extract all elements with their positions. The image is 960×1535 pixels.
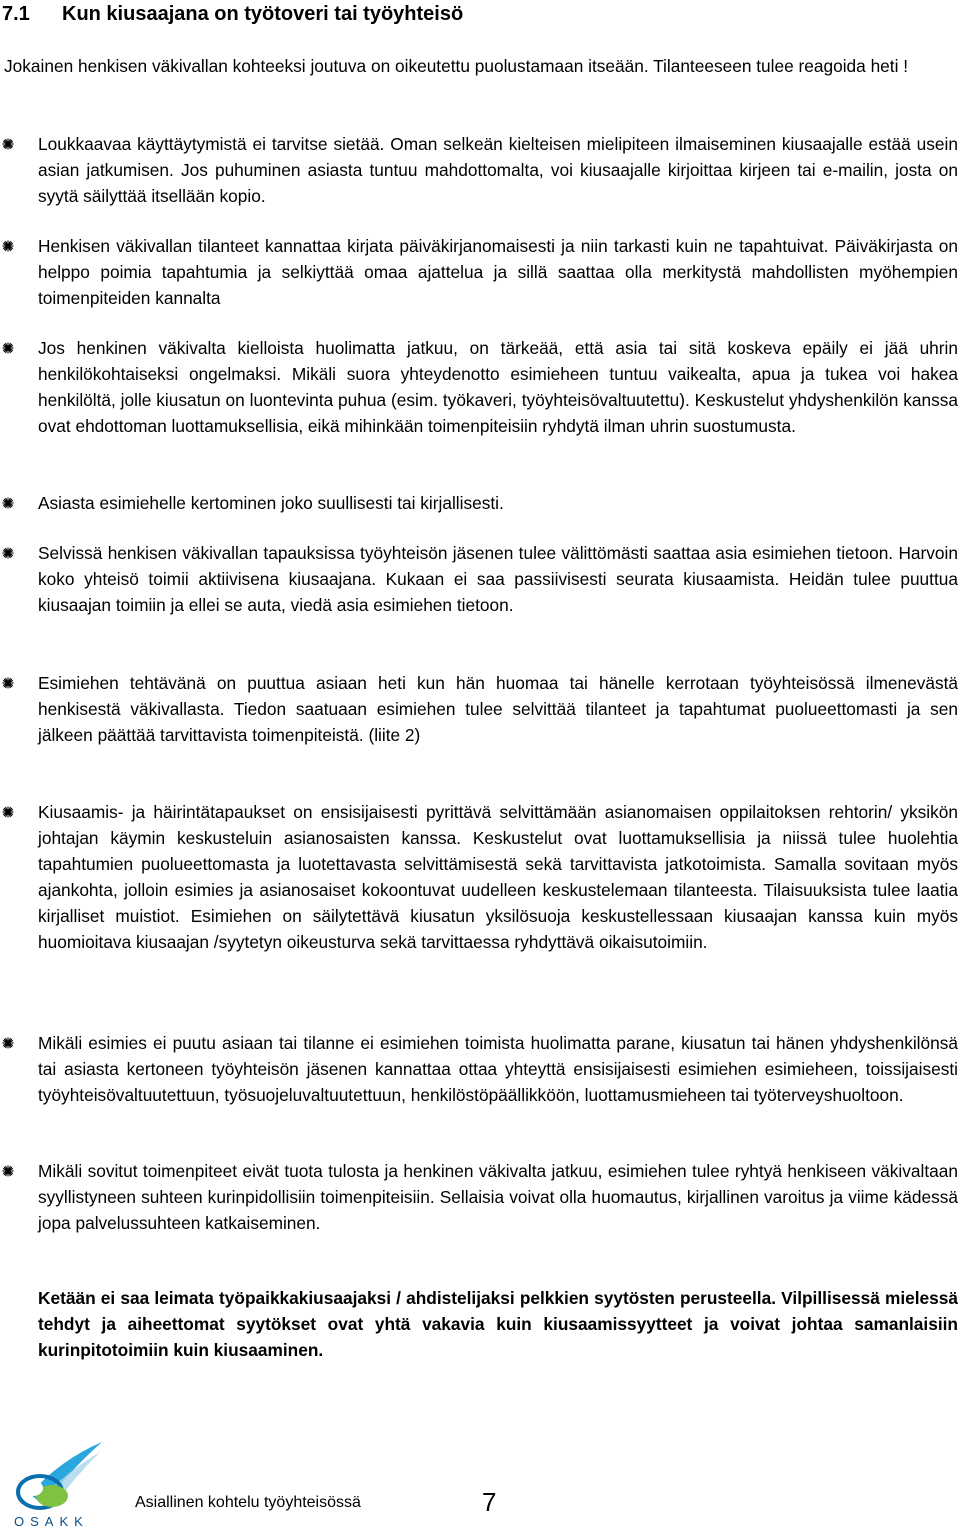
- osakk-logo: [0, 1438, 110, 1530]
- bullet-item-3: [38, 335, 958, 439]
- footer-document-title: Asiallinen kohtelu työyhteisössä: [135, 1494, 361, 1511]
- bullet-item-4: [38, 490, 958, 516]
- bullet-item-2: [38, 233, 958, 311]
- bullet-text: Henkisen väkivallan tilanteet kannattaa kirjata päiväkirjanomaisesti ja niin tarkasti kuin ne tapahtuivat. Päiväkirjasta on helppo poimia tapahtumia ja selkiyttää omaa ajattelua ja sillä saattaa olla merkitystä mahdollisten myöhempien toimenpiteiden kannalta: [38, 236, 958, 308]
- bold-conclusion-paragraph: Ketään ei saa leimata työpaikkakiusaajaksi / ahdistelijaksi pelkkien syytösten perusteella. Vilpillisessä mielessä tehdyt ja aiheettomat syytökset ovat yhtä vakavia kuin kiusaamissyytteet ja voivat johtaa samanlaisiin kurinpitotoimiin kuin kiusaaminen.: [38, 1288, 958, 1360]
- footer-page-number: 7: [482, 1487, 497, 1517]
- osakk-logo-text: OSAKK: [14, 1514, 89, 1529]
- bullet-text: Loukkaavaa käyttäytymistä ei tarvitse sietää. Oman selkeän kielteisen mielipiteen ilmaiseminen kiusaajalle estää usein asian jatkumisen. Jos puhuminen asiasta tuntuu mahdottomalta, voi kiusaajalle kirjoittaa kirjeen tai e-mailin, josta on syytä säilyttää itsellään kopio.: [38, 134, 958, 206]
- bullet-text: Mikäli sovitut toimenpiteet eivät tuota tulosta ja henkinen väkivalta jatkuu, esimiehen tulee ryhtyä henkiseen väkivaltaan syyllistyneen suhteen kurinpidollisiin toimenpiteisiin. Sellaisia voivat olla huomautus, kirjallinen varoitus ja viime kädessä jopa palvelussuhteen katkaiseminen.: [38, 1161, 958, 1233]
- bullet-item-5: [38, 540, 958, 618]
- asterisk-bullet-icon: [2, 138, 14, 150]
- asterisk-bullet-icon: [2, 806, 14, 818]
- bullet-text: Selvissä henkisen väkivallan tapauksissa työyhteisön jäsenen tulee välittömästi saattaa asia esimiehen tietoon. Harvoin koko yhteisö toimii aktiivisena kiusaajana. Kukaan ei saa passiivisesti seurata kiusaamista. Heidän tulee puuttua kiusaajan toimiin ja ellei se auta, viedä asia esimiehen tietoon.: [38, 543, 958, 615]
- asterisk-bullet-icon: [2, 547, 14, 559]
- intro-paragraph: Jokainen henkisen väkivallan kohteeksi joutuva on oikeutettu puolustamaan itseään. Tilanteeseen tulee reagoida heti !: [4, 56, 909, 76]
- bullet-item-9: [38, 1158, 958, 1236]
- asterisk-bullet-icon: [2, 497, 14, 509]
- bullet-item-7: [38, 799, 958, 955]
- section-number: 7.1: [2, 3, 30, 25]
- bullet-text: Jos henkinen väkivalta kielloista huolimatta jatkuu, on tärkeää, että asia tai sitä koskeva epäily ei jää uhrin henkilökohtaiseksi ongelmaksi. Mikäli suora yhteydenotto esimieheen tuntuu vaikealta, apua ja tukea voi hakea henkilöltä, jolle kiusatun on luontevinta puhua (esim. työkaveri, työyhteisövaltuutettu). Keskustelut yhdyshenkilön kanssa ovat ehdottoman luottamuksellisia, eikä mihinkään toimenpiteisiin ryhdytä ilman uhrin suostumusta.: [38, 338, 958, 436]
- asterisk-bullet-icon: [2, 342, 14, 354]
- bullet-item-1: [38, 131, 958, 209]
- asterisk-bullet-icon: [2, 240, 14, 252]
- bullet-text: Kiusaamis- ja häirintätapaukset on ensisijaisesti pyrittävä selvittämään asianomaisen oppilaitoksen rehtorin/ yksikön johtajan käymin keskusteluin asianosaisten kanssa. Keskustelut ovat luottamuksellisia ja niissä tulee huolehtia tapahtumien puolueettomasta ja luotettavasta selvittämisestä sekä tarvittavista jatkotoimista. Samalla sovitaan myös ajankohta, jolloin esimies ja asianosaiset kokoontuvat uudelleen keskustelemaan tilanteesta. Tilaisuuksista tulee laatia kirjalliset muistiot. Esimiehen on säilytettävä kiusatun yksilösuoja keskustellessaan kiusaajan kanssa kuin myös huomioitava kiusaajan /syytetyn oikeusturva sekä tarvittaessa ryhdyttävä oikaisutoimiin.: [38, 802, 958, 952]
- bullet-item-6: [38, 670, 958, 748]
- asterisk-bullet-icon: [2, 1165, 14, 1177]
- bullet-text: Esimiehen tehtävänä on puuttua asiaan heti kun hän huomaa tai hänelle kerrotaan työyhteisössä ilmenevästä henkisestä väkivallasta. Tiedon saatuaan esimiehen tulee selvittää tilanteet ja tapahtumat puolueettomasti ja sen jälkeen päättää tarvittavista toimenpiteistä. (liite 2): [38, 673, 958, 745]
- asterisk-bullet-icon: [2, 1037, 14, 1049]
- bullet-item-8: [38, 1030, 958, 1108]
- asterisk-bullet-icon: [2, 677, 14, 689]
- section-heading: [2, 2, 463, 26]
- section-title: Kun kiusaajana on työtoveri tai työyhteisö: [62, 3, 464, 25]
- bullet-text: Asiasta esimiehelle kertominen joko suullisesti tai kirjallisesti.: [38, 493, 504, 513]
- bullet-text: Mikäli esimies ei puutu asiaan tai tilanne ei esimiehen toimista huolimatta parane, kiusatun tai hänen yhdyshenkilönsä tai asiasta kertoneen työyhteisön jäsenen kannattaa ottaa yhteyttä ensisijaisesti esimiehen esimieheen, toissijaisesti työyhteisövaltuutettuun, työsuojeluvaltuutettuun, henkilöstöpäällikköön, luottamusmieheen tai työterveyshuoltoon.: [38, 1033, 958, 1105]
